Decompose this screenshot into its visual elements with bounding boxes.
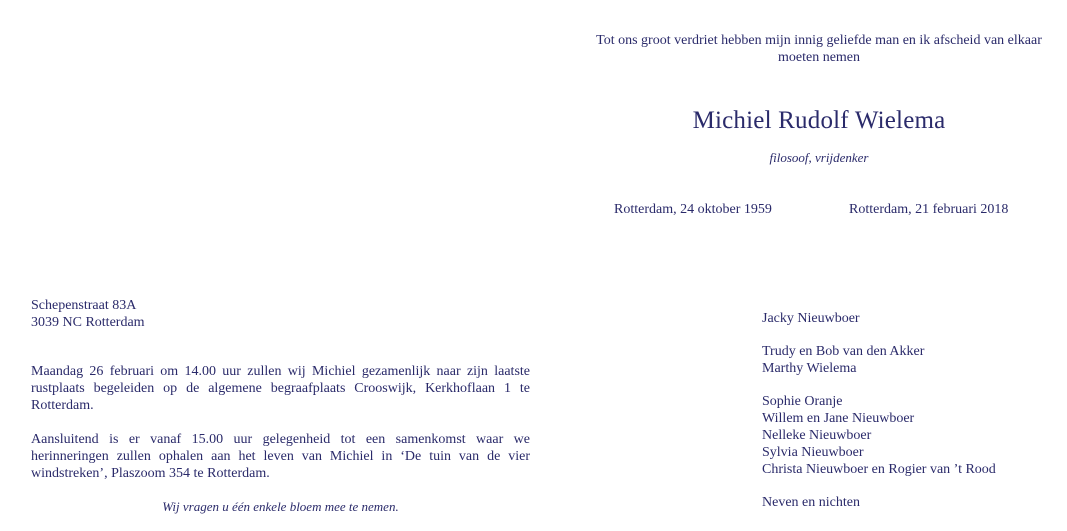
- birth-place-date: Rotterdam, 24 oktober 1959: [614, 202, 772, 217]
- family-member: Neven en nichten: [762, 495, 860, 510]
- family-member: Christa Nieuwboer en Rogier van ’t Rood: [762, 462, 996, 477]
- deceased-profession: filosoof, vrijdenker: [769, 150, 869, 165]
- flower-request: Wij vragen u één enkele bloem mee te nemen.: [162, 499, 399, 514]
- family-member: Trudy en Bob van den Akker: [762, 344, 925, 359]
- family-member: Nelleke Nieuwboer: [762, 428, 872, 443]
- address-city: 3039 NC Rotterdam: [31, 315, 145, 330]
- family-member: Sylvia Nieuwboer: [762, 445, 864, 460]
- funeral-paragraph: Maandag 26 februari om 14.00 uur zullen wij Michiel gezamenlijk naar zijn laatste rustplaats begeleiden op de algemene begraafplaats Crooswijk, Kerkhoflaan 1 te Rotterdam.: [31, 364, 530, 413]
- family-member: Sophie Oranje: [762, 394, 843, 409]
- gathering-paragraph: Aansluitend is er vanaf 15.00 uur gelegenheid tot een samenkomst waar we herinneringen zullen ophalen aan het leven van Michiel in ‘De tuin van de vier windstreken’, Plaszoom 354 te Rotterdam.: [31, 432, 530, 481]
- address-street: Schepenstraat 83A: [31, 298, 137, 313]
- family-member: Marthy Wielema: [762, 361, 857, 376]
- correspondence-address: [31, 297, 145, 331]
- announcement-intro: Tot ons groot verdriet hebben mijn innig geliefde man en ik afscheid van elkaar moeten nemen: [596, 33, 1042, 65]
- death-place-date: Rotterdam, 21 februari 2018: [849, 202, 1009, 217]
- family-list: [762, 310, 996, 511]
- deceased-name: Michiel Rudolf Wielema: [692, 107, 946, 134]
- family-member: Jacky Nieuwboer: [762, 311, 860, 326]
- family-member: Willem en Jane Nieuwboer: [762, 411, 915, 426]
